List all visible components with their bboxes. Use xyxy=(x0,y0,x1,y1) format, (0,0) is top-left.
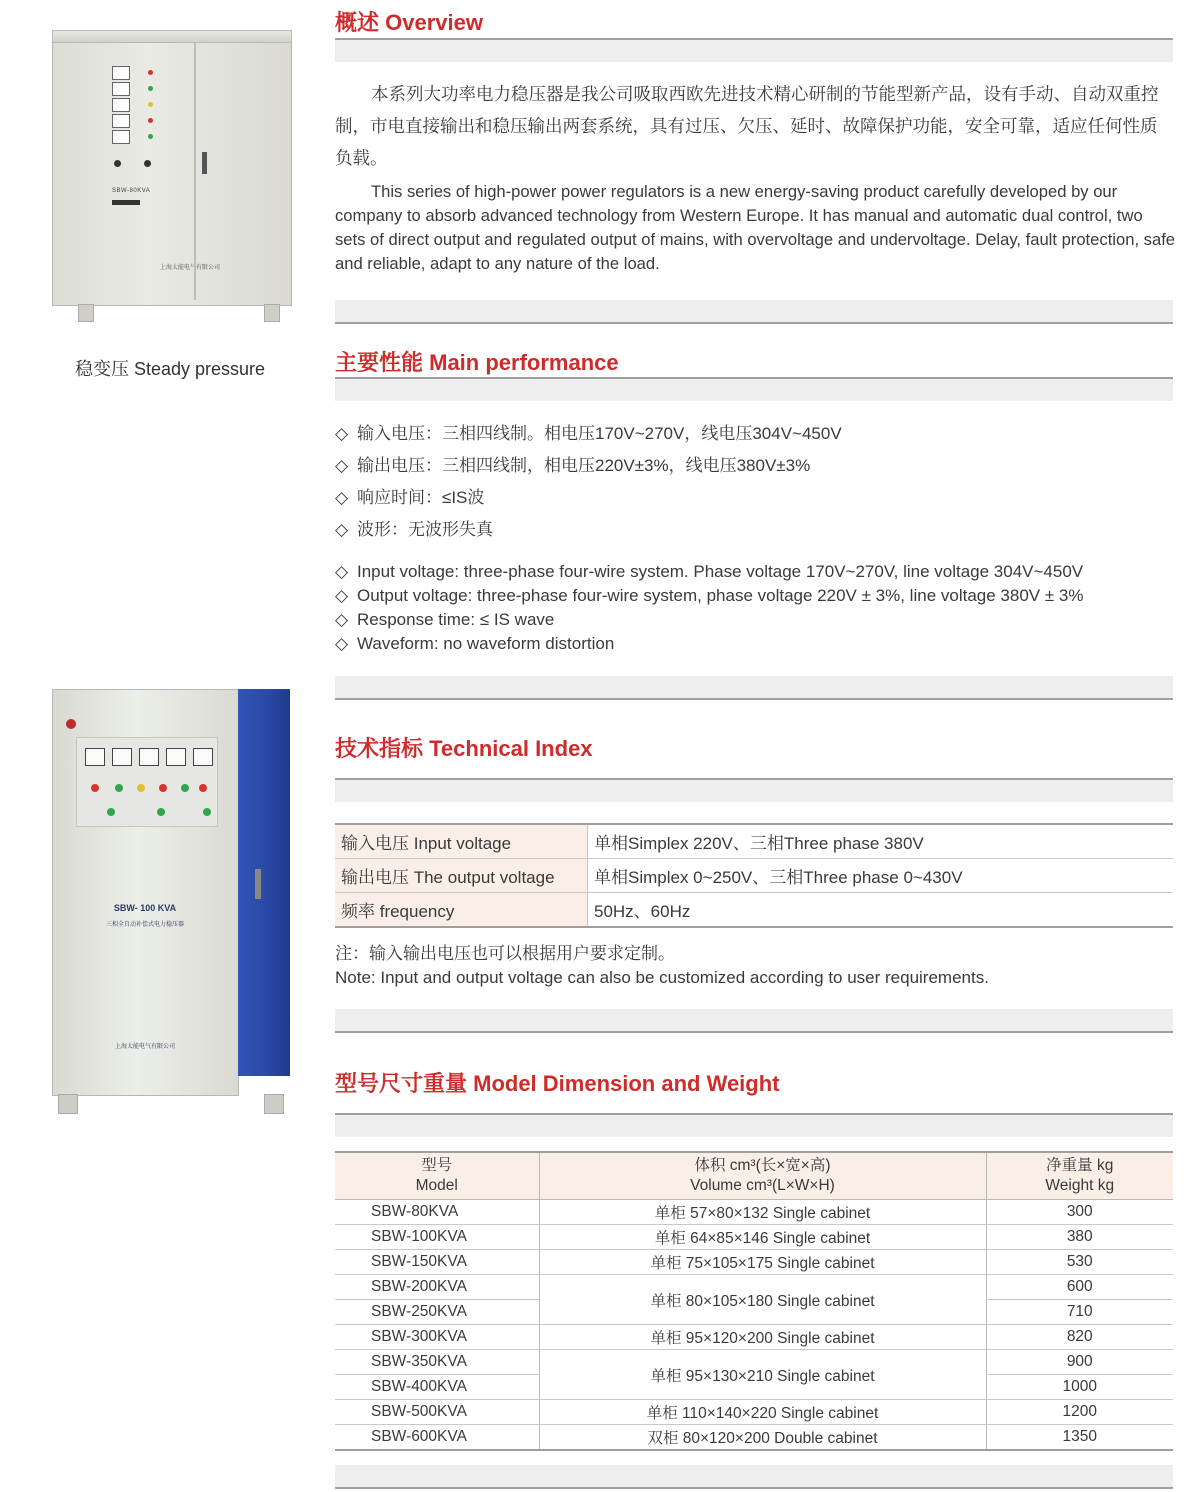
column-header-volume: 体积 cm³(长×宽×高) Volume cm³(L×W×H) xyxy=(539,1152,986,1200)
table-row xyxy=(335,1325,1173,1350)
meter-icon xyxy=(166,748,186,766)
overview-text-en: This series of high-power power regulators is a new energy-saving product carefully developed by our company to absorb advanced technology from Western Europe. It has manual and automatic dual control, two sets of direct output and regulated output of mains, with overvoltage and undervoltage. Delay, fault protection, safe and reliable, adapt to any nature of the load. xyxy=(335,182,1176,273)
table-row xyxy=(335,1200,1173,1225)
table-cell-key: 输入电压 Input voltage xyxy=(335,824,588,859)
table-cell-key: 输出电压 The output voltage xyxy=(335,859,588,893)
model-dimension-table xyxy=(335,1151,1173,1451)
list-item: ◇ 输入电压：三相四线制。相电压170V~270V，线电压304V~450V xyxy=(335,418,1173,450)
cabinet-foot xyxy=(264,1094,284,1114)
diamond-bullet-icon: ◇ xyxy=(335,520,349,539)
indicator-light-icon xyxy=(137,784,145,792)
section-divider xyxy=(335,1465,1173,1489)
table-row xyxy=(335,1275,1173,1300)
cabinet-maker-label: 上海太能电气有限公司 xyxy=(114,1044,175,1050)
volume-cell: 单柜 64×85×146 Single cabinet xyxy=(539,1225,986,1250)
model-cell: SBW-400KVA xyxy=(335,1375,539,1400)
model-title: 型号尺寸重量 Model Dimension and Weight xyxy=(335,1071,780,1096)
model-cell: SBW-200KVA xyxy=(335,1275,539,1300)
list-item: ◇ Response time: ≤ IS wave xyxy=(335,608,1173,632)
product-image-80kva xyxy=(52,30,292,320)
cabinet-subtitle: 三相全自动补偿式电力稳压器 xyxy=(105,922,184,928)
table-row xyxy=(335,824,1173,859)
volume-cell: 单柜 57×80×132 Single cabinet xyxy=(539,1200,986,1225)
model-cell: SBW-350KVA xyxy=(335,1350,539,1375)
meter-icon xyxy=(112,66,130,80)
list-item: ◇ 响应时间：≤IS波 xyxy=(335,482,1173,514)
weight-cell: 900 xyxy=(986,1350,1173,1375)
meter-icon xyxy=(112,748,132,766)
meter-icon xyxy=(139,748,159,766)
weight-cell: 1350 xyxy=(986,1425,1173,1451)
table-row xyxy=(335,1425,1173,1451)
weight-cell: 530 xyxy=(986,1250,1173,1275)
door-handle-icon xyxy=(255,869,261,899)
table-row xyxy=(335,859,1173,893)
switch-knob-icon xyxy=(144,160,151,167)
indicator-light-icon xyxy=(181,784,189,792)
section-divider xyxy=(335,300,1173,324)
meter-icon xyxy=(85,748,105,766)
table-row xyxy=(335,1400,1173,1425)
model-cell: SBW-250KVA xyxy=(335,1300,539,1325)
indicator-light-icon xyxy=(148,86,153,91)
note-en: Note: Input and output voltage can also be customized according to user requirements. xyxy=(335,968,989,987)
section-divider xyxy=(335,1009,1173,1033)
product-image-100kva xyxy=(52,689,292,1121)
column-header-weight: 净重量 kg Weight kg xyxy=(986,1152,1173,1200)
list-item: ◇ Output voltage: three-phase four-wire system, phase voltage 220V ± 3%, line voltage 380V ± 3% xyxy=(335,584,1173,608)
weight-cell: 1200 xyxy=(986,1400,1173,1425)
cabinet-foot xyxy=(78,304,94,322)
diamond-bullet-icon: ◇ xyxy=(335,634,349,653)
section-divider xyxy=(335,1113,1173,1137)
cabinet-nameplate xyxy=(112,200,140,205)
cabinet-maker-label: 上海太能电气有限公司 xyxy=(160,265,221,271)
section-divider xyxy=(335,38,1173,62)
indicator-light-icon xyxy=(148,70,153,75)
weight-cell: 380 xyxy=(986,1225,1173,1250)
list-item: ◇ Waveform: no waveform distortion xyxy=(335,632,1173,656)
left-column xyxy=(0,0,330,1492)
overview-title: 概述 Overview xyxy=(335,10,483,35)
volume-cell: 单柜 75×105×175 Single cabinet xyxy=(539,1250,986,1275)
cabinet-foot xyxy=(264,304,280,322)
cabinet-model-label: SBW-80KVA xyxy=(112,188,151,194)
table-cell-value: 50Hz、60Hz xyxy=(588,893,1174,928)
indicator-light-icon xyxy=(148,134,153,139)
indicator-light-icon xyxy=(115,784,123,792)
meter-icon xyxy=(112,98,130,112)
table-row xyxy=(335,1350,1173,1375)
list-item: ◇ 波形：无波形失真 xyxy=(335,514,1173,546)
weight-cell: 710 xyxy=(986,1300,1173,1325)
technical-title: 技术指标 Technical Index xyxy=(335,736,593,761)
weight-cell: 1000 xyxy=(986,1375,1173,1400)
image-caption: 稳变压 Steady pressure xyxy=(74,359,266,379)
cabinet-door xyxy=(194,42,286,300)
cabinet-blue-door xyxy=(238,689,290,1076)
indicator-light-icon xyxy=(157,808,165,816)
table-row xyxy=(335,1225,1173,1250)
model-cell: SBW-500KVA xyxy=(335,1400,539,1425)
diamond-bullet-icon: ◇ xyxy=(335,456,349,475)
switch-knob-icon xyxy=(114,160,121,167)
model-cell: SBW-80KVA xyxy=(335,1200,539,1225)
diamond-bullet-icon: ◇ xyxy=(335,610,349,629)
table-row xyxy=(335,1250,1173,1275)
control-panel xyxy=(76,737,218,827)
diamond-bullet-icon: ◇ xyxy=(335,424,349,443)
volume-cell: 单柜 95×120×200 Single cabinet xyxy=(539,1325,986,1350)
indicator-light-icon xyxy=(148,118,153,123)
indicator-light-icon xyxy=(203,808,211,816)
column-header-model: 型号 Model xyxy=(335,1152,539,1200)
weight-cell: 600 xyxy=(986,1275,1173,1300)
meter-icon xyxy=(112,114,130,128)
brand-logo-icon xyxy=(66,719,76,729)
section-divider xyxy=(335,778,1173,802)
volume-cell: 双柜 80×120×200 Double cabinet xyxy=(539,1425,986,1451)
model-cell: SBW-150KVA xyxy=(335,1250,539,1275)
volume-cell: 单柜 80×105×180 Single cabinet xyxy=(539,1275,986,1325)
indicator-light-icon xyxy=(148,102,153,107)
meter-icon xyxy=(112,82,130,96)
table-header-row xyxy=(335,1152,1173,1200)
list-item: ◇ Input voltage: three-phase four-wire system. Phase voltage 170V~270V, line voltage 304V~450V xyxy=(335,560,1173,584)
indicator-light-icon xyxy=(107,808,115,816)
note-cn: 注：输入输出电压也可以根据用户要求定制。 xyxy=(335,944,675,963)
table-cell-key: 频率 frequency xyxy=(335,893,588,928)
cabinet-foot xyxy=(58,1094,78,1114)
performance-list-en xyxy=(335,560,1173,656)
door-handle-icon xyxy=(202,152,207,174)
table-cell-value: 单相Simplex 0~250V、三相Three phase 0~430V xyxy=(588,859,1174,893)
indicator-light-icon xyxy=(199,784,207,792)
indicator-light-icon xyxy=(91,784,99,792)
indicator-light-icon xyxy=(159,784,167,792)
diamond-bullet-icon: ◇ xyxy=(335,488,349,507)
section-divider xyxy=(335,676,1173,700)
meter-icon xyxy=(193,748,213,766)
overview-text-cn: 本系列大功率电力稳压器是我公司吸取西欧先进技术精心研制的节能型新产品，设有手动、自动双重控制，市电直接输出和稳压输出两套系统，具有过压、欠压、延时、故障保护功能，安全可靠，适应任何性质负载。 xyxy=(335,84,1159,168)
technical-index-table xyxy=(335,823,1173,928)
diamond-bullet-icon: ◇ xyxy=(335,586,349,605)
volume-cell: 单柜 110×140×220 Single cabinet xyxy=(539,1400,986,1425)
model-cell: SBW-600KVA xyxy=(335,1425,539,1451)
performance-list-cn xyxy=(335,418,1173,546)
section-divider xyxy=(335,377,1173,401)
model-cell: SBW-100KVA xyxy=(335,1225,539,1250)
right-column xyxy=(335,0,1176,1492)
model-cell: SBW-300KVA xyxy=(335,1325,539,1350)
table-row xyxy=(335,893,1173,928)
diamond-bullet-icon: ◇ xyxy=(335,562,349,581)
volume-cell: 单柜 95×130×210 Single cabinet xyxy=(539,1350,986,1400)
meter-icon xyxy=(112,130,130,144)
performance-title: 主要性能 Main performance xyxy=(335,350,619,375)
weight-cell: 820 xyxy=(986,1325,1173,1350)
table-cell-value: 单相Simplex 220V、三相Three phase 380V xyxy=(588,824,1174,859)
weight-cell: 300 xyxy=(986,1200,1173,1225)
list-item: ◇ 输出电压：三相四线制，相电压220V±3%，线电压380V±3% xyxy=(335,450,1173,482)
cabinet-model-label: SBW- 100 KVA xyxy=(113,903,177,913)
